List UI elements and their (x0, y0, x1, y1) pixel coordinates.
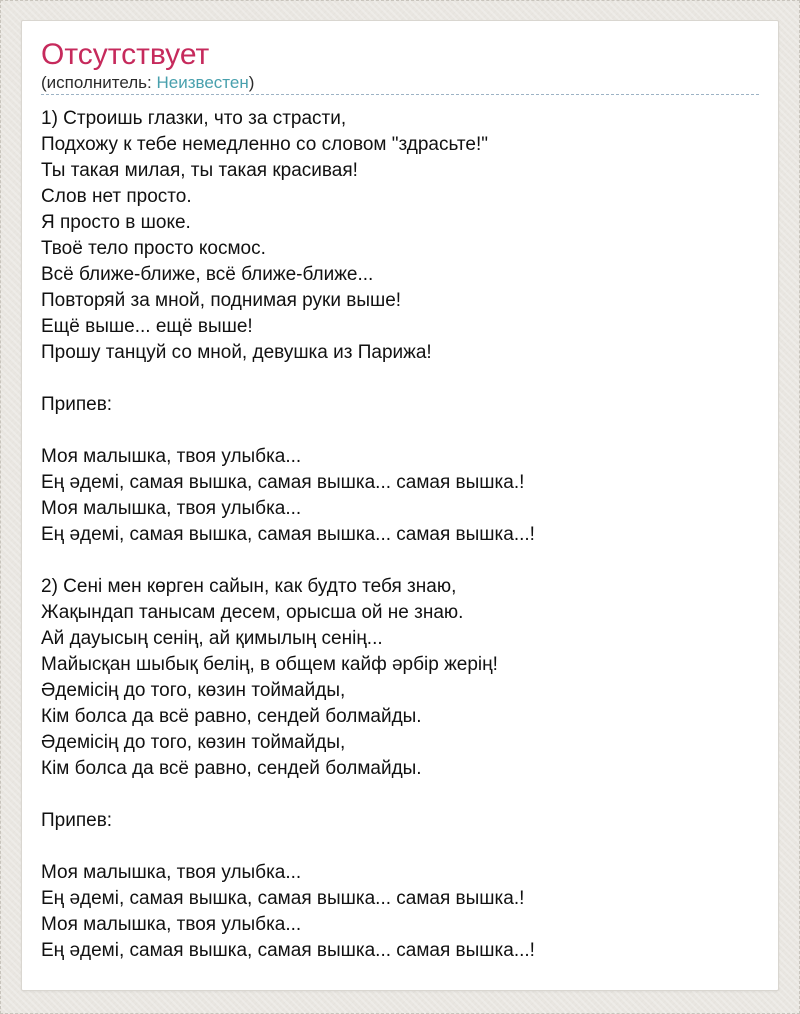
lyric-line: Моя малышка, твоя улыбка... (41, 862, 302, 883)
lyric-line (41, 782, 759, 808)
lyric-line: 1) Строишь глазки, что за страсти, (41, 108, 347, 129)
song-title: Отсутствует (41, 38, 210, 71)
lyric-line: Майысқан шыбық белің, в общем кайф әрбір жерің! (41, 654, 498, 675)
lyrics-text (41, 106, 759, 964)
lyric-line: 2) Сені мен көрген сайын, как будто тебя знаю, (41, 576, 457, 597)
lyric-line (41, 548, 759, 574)
lyric-line: Прошу танцуй со мной, девушка из Парижа! (41, 342, 432, 363)
lyric-line (41, 418, 759, 444)
lyric-line: Припев: (41, 810, 113, 831)
lyric-line: Жақындап танысам десем, орысша ой не знаю. (41, 602, 464, 623)
lyric-line: Повторяй за мной, поднимая руки выше! (41, 290, 402, 311)
lyric-line: Ең әдемі, самая вышка, самая вышка... самая вышка.! (41, 888, 525, 909)
lyric-line (41, 834, 759, 860)
lyric-line: Моя малышка, твоя улыбка... (41, 446, 302, 467)
lyric-line: Кім болса да всё равно, сендей болмайды. (41, 706, 422, 727)
lyric-line: Твоё тело просто космос. (41, 238, 266, 259)
lyric-line: Всё ближе-ближе, всё ближе-ближе... (41, 264, 374, 285)
lyric-line: Припев: (41, 394, 113, 415)
lyric-line: Ең әдемі, самая вышка, самая вышка... самая вышка...! (41, 524, 535, 545)
song-header (41, 39, 759, 95)
lyrics-card (21, 20, 779, 991)
lyric-line: Ещё выше... ещё выше! (41, 316, 253, 337)
artist-line-suffix: ) (248, 73, 255, 92)
artist-link[interactable]: Неизвестен (156, 73, 249, 92)
lyric-line: Кім болса да всё равно, сендей болмайды. (41, 758, 422, 779)
lyric-line: Ең әдемі, самая вышка, самая вышка... самая вышка...! (41, 940, 535, 961)
lyric-line: Подхожу к тебе немедленно со словом "здрасьте!" (41, 134, 488, 155)
lyric-line: Слов нет просто. (41, 186, 192, 207)
lyric-line: Ты такая милая, ты такая красивая! (41, 160, 358, 181)
lyric-line: Я просто в шоке. (41, 212, 191, 233)
lyric-line: Әдемісің до того, көзин тоймайды, (41, 680, 346, 701)
lyric-line: Ең әдемі, самая вышка, самая вышка... самая вышка.! (41, 472, 525, 493)
lyric-line (41, 366, 759, 392)
lyric-line: Ай дауысың сенің, ай қимылың сенің... (41, 628, 383, 649)
artist-label: (исполнитель: (41, 73, 157, 92)
lyric-line: Моя малышка, твоя улыбка... (41, 914, 302, 935)
lyric-line: Моя малышка, твоя улыбка... (41, 498, 302, 519)
lyric-line: Әдемісің до того, көзин тоймайды, (41, 732, 346, 753)
artist-line (41, 73, 759, 93)
